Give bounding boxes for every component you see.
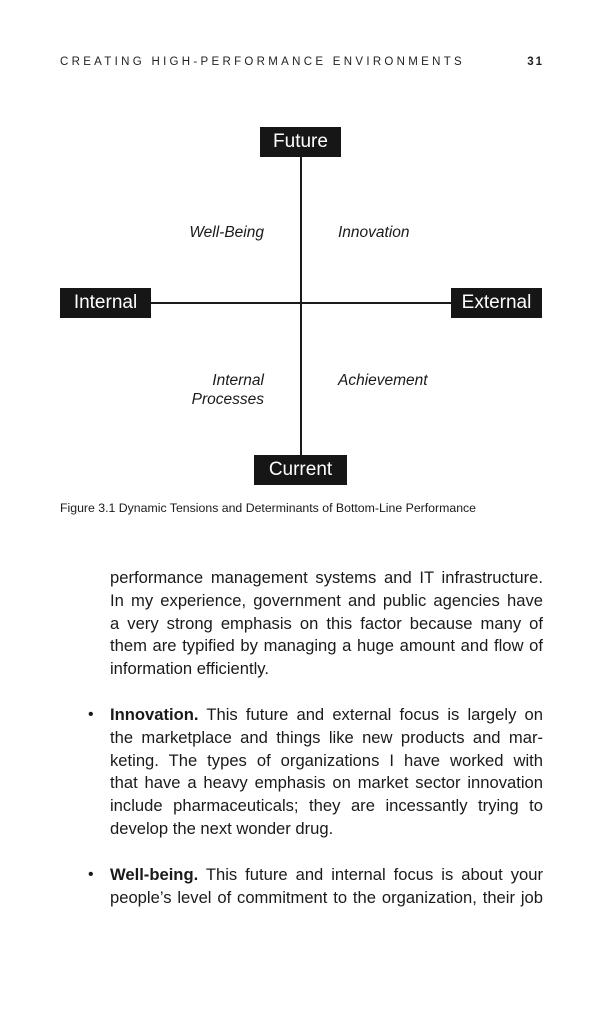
bullet-well-being (88, 864, 543, 910)
quadrant-achievement: Achievement (338, 372, 428, 389)
bullet-first-line (110, 704, 543, 727)
continuation-paragraph (110, 567, 543, 681)
paragraph-line: information efficiently. (110, 659, 269, 679)
quadrant-internal-processes-line2: Processes (191, 391, 264, 408)
bullet-line: people’s level of commitment to the organization, their job (110, 887, 543, 907)
bullet-marker: • (88, 706, 94, 723)
bullet-marker: • (88, 866, 94, 883)
paragraph-line: In my experience, government and public agencies have (110, 590, 543, 610)
paragraph-line: them are typified by managing a huge amount and flow of (110, 636, 543, 656)
bullet-first-line-text: This future and internal focus is about your (198, 865, 543, 884)
quadrant-internal-processes-line1: Internal (212, 372, 264, 389)
bullet-first-line-text: This future and external focus is largely on (198, 705, 543, 724)
pole-future: Future (260, 127, 341, 157)
bullet-line: that have a heavy emphasis on market sector innovation (110, 773, 543, 793)
horizontal-axis (150, 302, 452, 304)
tensions-diagram (0, 0, 600, 500)
bullet-term: Innovation. (110, 705, 199, 724)
pole-internal: Internal (60, 288, 151, 318)
running-title: CREATING HIGH-PERFORMANCE ENVIRONMENTS (60, 56, 466, 68)
page-number: 31 (527, 56, 544, 68)
paragraph-line: a very strong emphasis on this factor because many of (110, 613, 543, 633)
bullet-line: include pharmaceuticals; they are incessantly trying to (110, 796, 543, 816)
bullet-line: the marketplace and things like new products and mar- (110, 727, 543, 747)
paragraph-line: performance management systems and IT infrastructure. (110, 568, 543, 587)
quadrant-internal-processes (192, 371, 264, 409)
pole-external: External (451, 288, 542, 318)
bullet-line: keting. The types of organizations I have worked with (110, 750, 543, 770)
pole-current: Current (254, 455, 347, 485)
bullet-innovation (88, 704, 543, 841)
figure-caption: Figure 3.1 Dynamic Tensions and Determinants of Bottom-Line Performance (60, 501, 477, 515)
vertical-axis (300, 156, 302, 456)
quadrant-well-being: Well-Being (189, 224, 264, 241)
bullet-first-line (110, 864, 543, 887)
bullet-line: develop the next wonder drug. (110, 818, 334, 838)
bullet-term: Well-being. (110, 865, 199, 884)
quadrant-innovation: Innovation (338, 224, 410, 241)
